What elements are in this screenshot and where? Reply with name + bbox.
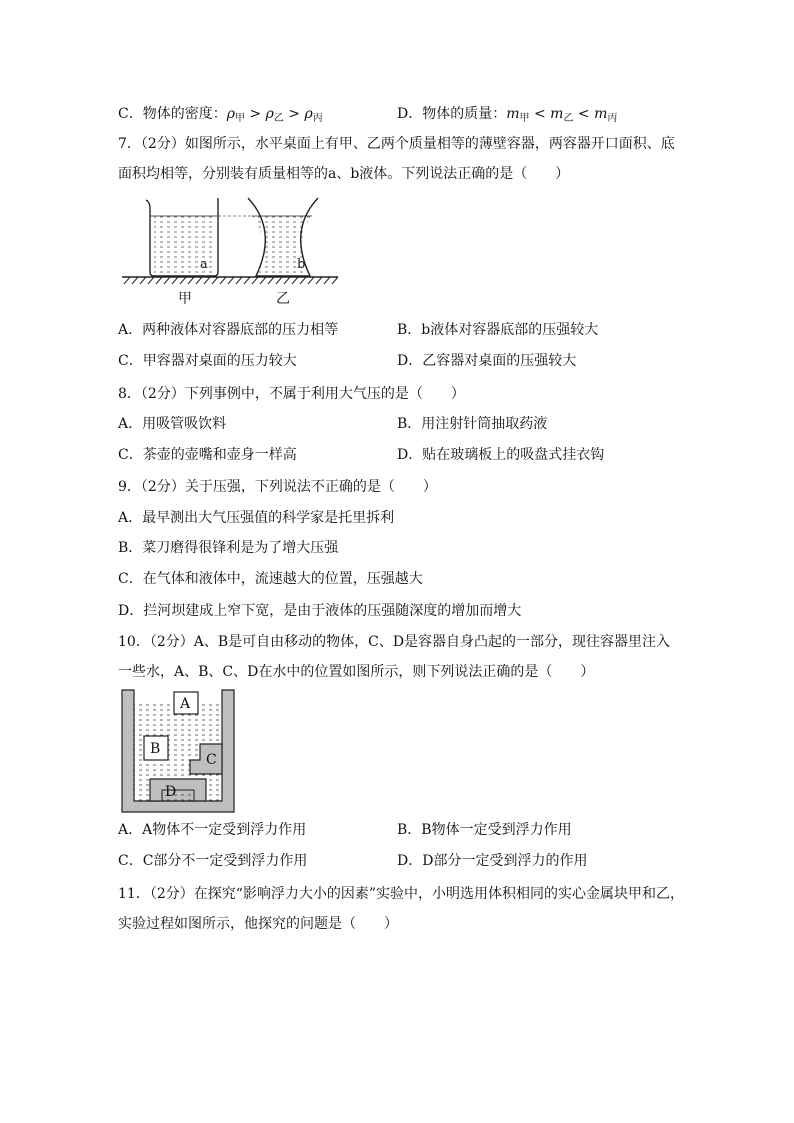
q9-option-d: D．拦河坝建成上窄下宽，是由于液体的压强随深度的增加而增大 [118,603,522,619]
part-c-label: C [206,752,217,768]
part-d-label: D [165,784,177,800]
q7-option-d: D．乙容器对桌面的压强较大 [397,353,577,369]
q10-option-a: A．A物体不一定受到浮力作用 [118,822,307,838]
q10-option-d: D．D部分一定受到浮力的作用 [397,853,588,869]
q8-option-a: A．用吸管吸饮料 [118,416,227,432]
liquid-b-label: b [297,257,306,272]
q7-stem-line2: 面积均相等，分别装有质量相等的a、b液体。下列说法正确的是（ ） [118,166,570,182]
q6-option-c: C．物体的密度：$\rho_甲 > \rho_乙 > \rho_丙$ [118,106,323,124]
q7-option-c: C．甲容器对桌面的压力较大 [118,353,297,369]
q7-stem-line1: 7．（2分）如图所示，水平桌面上有甲、乙两个质量相等的薄壁容器，两容器开口面积、底 [118,136,675,152]
q9-option-b: B．菜刀磨得很锋利是为了增大压强 [118,540,339,556]
q11-stem-line2: 实验过程如图所示，他探究的问题是（ ） [118,916,398,932]
q8-stem: 8．（2分）下列事例中，不属于利用大气压的是（ ） [118,386,465,402]
container-yi [248,198,318,276]
label-jia: 甲 [178,291,192,307]
q7-containers-figure [118,190,348,310]
q7-option-b: B．b液体对容器底部的压强较大 [397,322,599,338]
q10-container-figure [118,688,242,814]
q9-option-c: C．在气体和液体中，流速越大的位置，压强越大 [118,571,423,587]
q9-option-a: A．最早测出大气压强值的科学家是托里拆利 [118,510,395,526]
q11-stem-line1: 11．（2分）在探究“影响浮力大小的因素”实验中，小明选用体积相同的实心金属块甲和乙， [118,886,685,902]
q8-option-c: C．茶壶的壶嘴和壶身一样高 [118,447,297,463]
object-a-label: A [180,696,191,712]
q10-stem-line2: 一些水，A、B、C、D在水中的位置如图所示，则下列说法正确的是（ ） [118,664,595,680]
q8-option-d: D．贴在玻璃板上的吸盘式挂衣钩 [397,447,605,463]
q9-stem: 9．（2分）关于压强，下列说法不正确的是（ ） [118,479,437,495]
q6-option-d: D．物体的质量：$m_甲 < m_乙 < m_丙$ [397,106,618,124]
liquid-a-label: a [200,257,208,272]
object-b-label: B [150,741,161,757]
q10-option-c: C．C部分不一定受到浮力作用 [118,853,308,869]
q10-stem-line1: 10．（2分）A、B是可自由移动的物体，C、D是容器自身凸起的一部分，现往容器里注入 [118,634,671,650]
container-jia [146,198,218,276]
q10-option-b: B．B物体一定受到浮力作用 [397,822,572,838]
label-yi: 乙 [276,291,290,307]
q8-option-b: B．用注射针筒抽取药液 [397,416,548,432]
table-hatching [124,277,338,284]
q7-option-a: A．两种液体对容器底部的压力相等 [118,322,339,338]
